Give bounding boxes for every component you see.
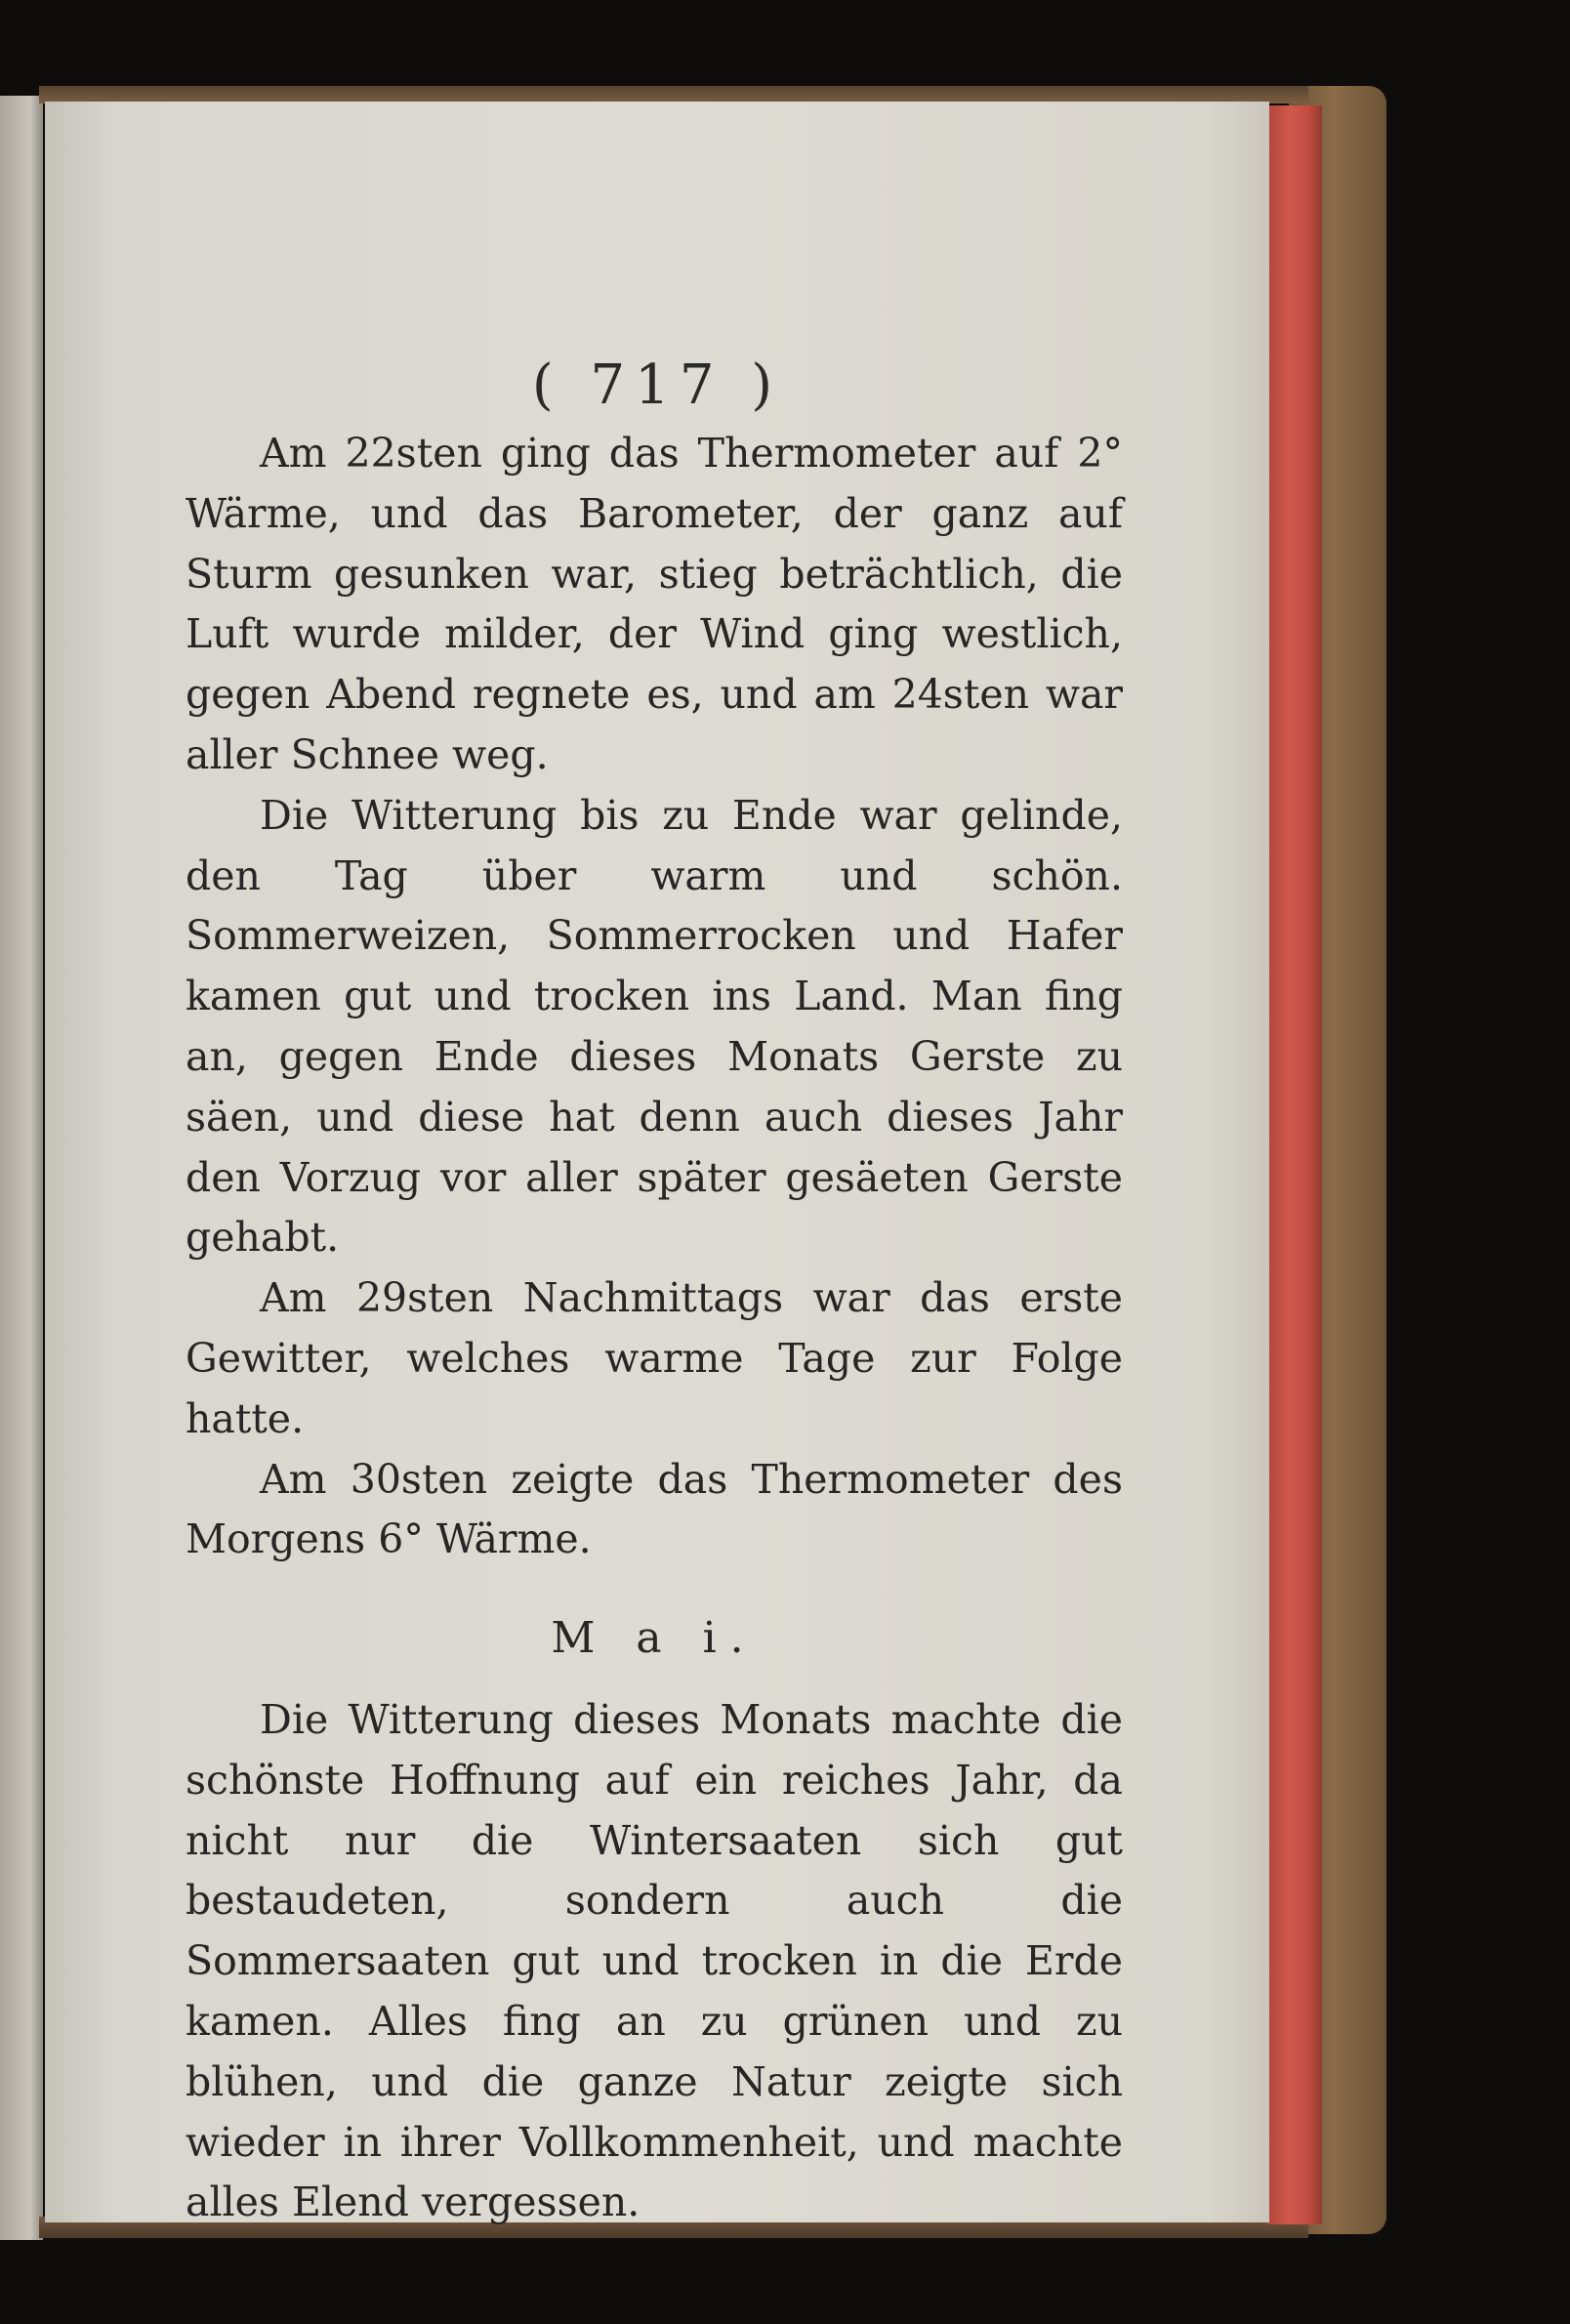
paragraph: Am 22sten ging das Thermometer auf 2° Wärme, und das Barometer, der ganz auf Sturm gesunken war, stieg beträchtlich, die Luft wurde milder, der Wind ging westlich, gegen Abend regnete es, und am 24sten war aller Schnee weg.: [186, 430, 1123, 778]
page-text: [186, 424, 1123, 2233]
page-number: ( 717 ): [531, 353, 783, 417]
book-page: [45, 102, 1269, 2226]
facing-page-edge: [0, 96, 43, 2240]
paragraph: Die Witterung bis zu Ende war gelinde, den Tag über warm und schön. Sommerweizen, Sommerrocken und Hafer kamen gut und trocken ins Land. Man fing an, gegen Ende dieses Monats Gerste zu säen, und diese hat denn auch dieses Jahr den Vorzug vor aller später gesäeten Gerste gehabt.: [186, 791, 1123, 1262]
paragraph: Am 29sten Nachmittags war das erste Gewitter, welches warme Tage zur Folge hatte.: [186, 1274, 1123, 1442]
paragraph: Die Witterung dieses Monats machte die schönste Hoffnung auf ein reiches Jahr, da nicht nur die Wintersaaten sich gut bestaudeten, sondern auch die Sommersaaten gut und trocken in die Erde kamen. Alles fing an zu grünen und zu blühen, und die ganze Natur zeigte sich wieder in ihrer Vollkommenheit, und machte alles Elend vergessen.: [186, 1695, 1123, 2226]
paragraph: Am 30sten zeigte das Thermometer des Morgens 6° Wärme.: [186, 1455, 1123, 1563]
section-heading: M a i.: [551, 1613, 758, 1664]
red-page-edge: [1267, 105, 1322, 2224]
